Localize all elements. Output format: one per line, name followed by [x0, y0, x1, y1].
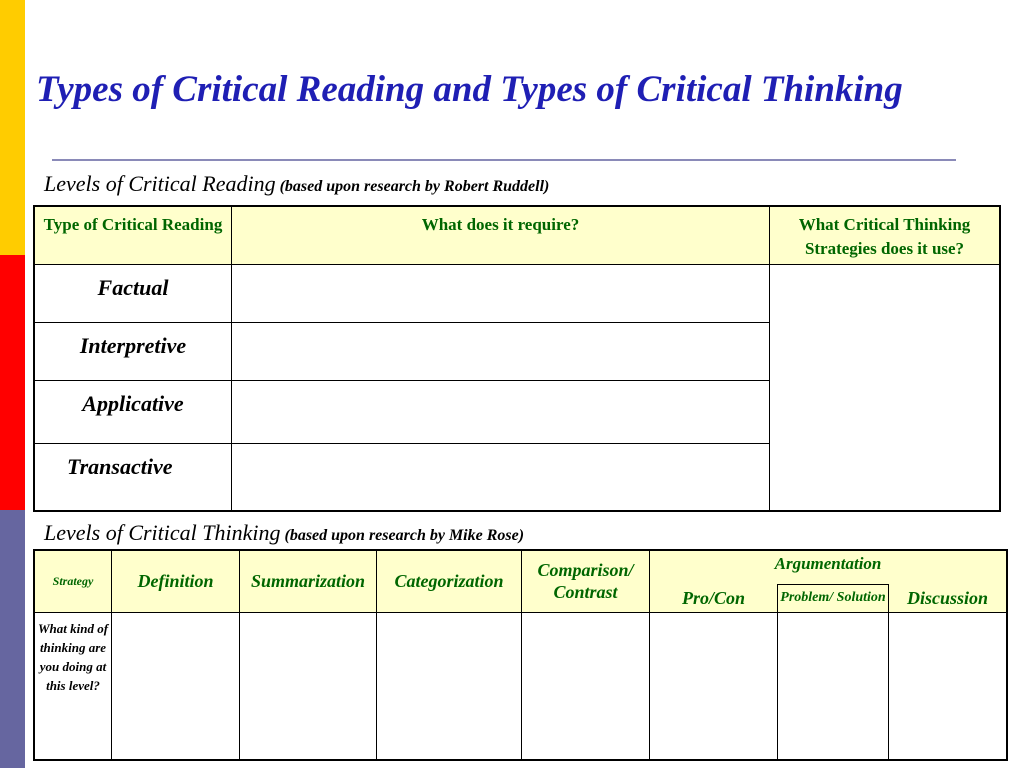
level-applicative: Applicative — [34, 380, 232, 443]
header-definition: Definition — [112, 550, 240, 612]
thinking-caption-main: Levels of Critical Thinking — [44, 520, 281, 545]
header-discussion: Discussion — [889, 584, 1008, 612]
require-cell-factual[interactable] — [232, 264, 770, 322]
critical-thinking-table — [33, 549, 1008, 761]
level-factual: Factual — [34, 264, 232, 322]
strategies-cell[interactable] — [770, 264, 1001, 511]
critical-reading-table — [33, 205, 1001, 512]
header-categorization: Categorization — [377, 550, 522, 612]
header-problem-solution: Problem/ Solution — [778, 584, 889, 612]
header-strategies: What Critical Thinking Strategies does it use? — [770, 206, 1001, 264]
reading-caption-main: Levels of Critical Reading — [44, 171, 276, 196]
header-argumentation: Argumentation — [650, 550, 1008, 584]
header-comparison: Comparison/ Contrast — [522, 550, 650, 612]
level-transactive: Transactive — [34, 443, 232, 511]
accent-bar-yellow — [0, 0, 25, 255]
require-cell-applicative[interactable] — [232, 380, 770, 443]
cell-pro-con[interactable] — [650, 612, 778, 760]
cell-definition[interactable] — [112, 612, 240, 760]
cell-comparison[interactable] — [522, 612, 650, 760]
reading-caption-sub: (based upon research by Robert Ruddell) — [279, 178, 550, 195]
cell-categorization[interactable] — [377, 612, 522, 760]
accent-bar-blue — [0, 510, 25, 768]
level-interpretive: Interpretive — [34, 322, 232, 380]
thinking-caption-sub: (based upon research by Mike Rose) — [284, 527, 525, 544]
header-pro-con: Pro/Con — [650, 584, 778, 612]
cell-discussion[interactable] — [889, 612, 1008, 760]
cell-problem-solution[interactable] — [778, 612, 889, 760]
header-summarization: Summarization — [240, 550, 377, 612]
reading-caption — [44, 171, 549, 197]
slide-title: Types of Critical Reading and Types of Critical Thinking — [36, 69, 903, 110]
accent-bar-red — [0, 255, 25, 510]
cell-summarization[interactable] — [240, 612, 377, 760]
header-what-require: What does it require? — [232, 206, 770, 264]
require-cell-transactive[interactable] — [232, 443, 770, 511]
header-type-of-reading: Type of Critical Reading — [34, 206, 232, 264]
header-strategy: Strategy — [34, 550, 112, 612]
require-cell-interpretive[interactable] — [232, 322, 770, 380]
row-question: What kind of thinking are you doing at this level? — [34, 612, 112, 760]
thinking-caption — [44, 520, 524, 546]
title-divider — [52, 159, 956, 161]
